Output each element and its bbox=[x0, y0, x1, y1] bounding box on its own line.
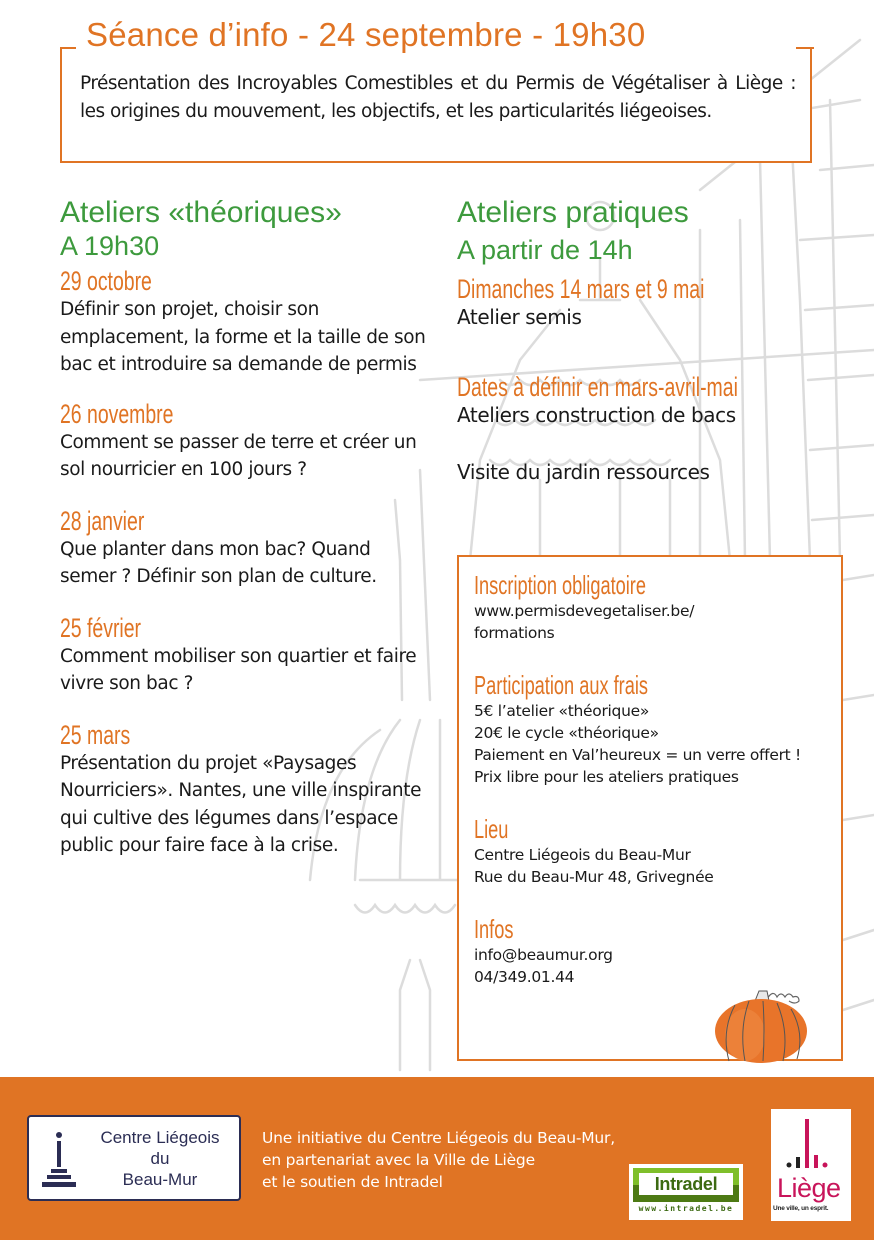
frame-divider bbox=[796, 47, 814, 49]
session-date: Dimanches 14 mars et 9 mai bbox=[457, 274, 705, 304]
intradel-url: www.intradel.be bbox=[638, 1204, 734, 1213]
theory-session bbox=[60, 613, 432, 698]
place-address bbox=[474, 844, 834, 888]
registration-heading: Inscription obligatoire bbox=[474, 570, 646, 600]
practical-session bbox=[457, 372, 857, 430]
beau-mur-logo-text bbox=[89, 1127, 231, 1190]
session-description: Ateliers construction de bacs bbox=[457, 402, 736, 427]
logo-line: Beau-Mur bbox=[122, 1170, 198, 1189]
credits-line: Une initiative du Centre Liégeois du Beau-Mur, bbox=[262, 1129, 615, 1147]
theory-title: Ateliers «théoriques» bbox=[60, 196, 342, 229]
page-title: Séance d’info - 24 septembre - 19h30 bbox=[80, 16, 651, 54]
theory-workshops-section bbox=[60, 196, 432, 860]
theory-session bbox=[60, 720, 432, 860]
session-date: 29 octobre bbox=[60, 266, 152, 296]
session-description: Comment mobiliser son quartier et faire vivre son bac ? bbox=[60, 645, 417, 694]
theory-session bbox=[60, 266, 432, 379]
credits-line: en partenariat avec la Ville de Liège bbox=[262, 1151, 535, 1169]
session-date: Dates à définir en mars-avril-mai bbox=[457, 371, 738, 402]
session-description: Présentation du projet «Paysages Nourriciers». Nantes, une ville inspirante qui cultive des légumes dans l’espace public pour faire face à la crise. bbox=[60, 752, 422, 856]
registration-link[interactable] bbox=[474, 600, 834, 644]
pumpkin-illustration bbox=[705, 985, 815, 1063]
intradel-name: Intradel bbox=[639, 1173, 733, 1195]
info-box-content bbox=[474, 570, 834, 1008]
contact-details bbox=[474, 944, 834, 988]
session-date: 25 mars bbox=[60, 719, 131, 750]
theory-session bbox=[60, 506, 432, 591]
theory-session bbox=[60, 399, 432, 484]
session-description: Que planter dans mon bac? Quand semer ? Définir son plan de culture. bbox=[60, 538, 377, 587]
practical-workshops-section bbox=[457, 196, 857, 487]
liege-bars-icon bbox=[785, 1117, 835, 1171]
liege-logo bbox=[771, 1109, 851, 1221]
contact-email[interactable]: info@beaumur.org bbox=[474, 946, 613, 964]
session-description: Définir son projet, choisir son emplacement, la forme et la taille de son bac et introduire sa demande de permis bbox=[60, 299, 426, 375]
logo-line: du bbox=[150, 1149, 170, 1168]
registration-url-line[interactable]: formations bbox=[474, 624, 555, 642]
session-description: Atelier semis bbox=[457, 305, 582, 329]
logo-line: Centre Liégeois bbox=[100, 1128, 220, 1147]
intradel-logo bbox=[629, 1164, 743, 1220]
fee-line: Prix libre pour les ateliers pratiques bbox=[474, 768, 739, 786]
practical-title: Ateliers pratiques bbox=[457, 196, 689, 229]
practical-extra: Visite du jardin ressources bbox=[457, 460, 710, 484]
theory-subtitle: A 19h30 bbox=[60, 231, 160, 261]
registration-block bbox=[474, 570, 834, 644]
address-line: Centre Liégeois du Beau-Mur bbox=[474, 846, 691, 864]
address-line: Rue du Beau-Mur 48, Grivegnée bbox=[474, 868, 714, 886]
fees-block bbox=[474, 670, 834, 788]
fee-line: 20€ le cycle «théorique» bbox=[474, 724, 659, 742]
registration-url-line[interactable]: www.permisdevegetaliser.be/ bbox=[474, 602, 695, 620]
beau-mur-logo bbox=[27, 1115, 241, 1201]
fee-line: Paiement en Val’heureux = un verre offert ! bbox=[474, 746, 801, 764]
contact-heading: Infos bbox=[474, 914, 514, 944]
liege-tagline: Une ville, un esprit. bbox=[773, 1205, 829, 1212]
practical-session bbox=[457, 274, 857, 332]
fee-line: 5€ l’atelier «théorique» bbox=[474, 702, 650, 720]
frame-divider bbox=[60, 47, 76, 49]
session-date: 25 février bbox=[60, 612, 142, 643]
liege-name: Liège bbox=[777, 1173, 841, 1203]
practical-subtitle: A partir de 14h bbox=[457, 235, 633, 265]
contact-phone[interactable]: 04/349.01.44 bbox=[474, 968, 575, 986]
fees-heading: Participation aux frais bbox=[474, 670, 648, 700]
session-date: 28 janvier bbox=[60, 505, 145, 536]
tower-icon bbox=[39, 1129, 79, 1189]
place-block bbox=[474, 814, 834, 888]
session-description: Comment se passer de terre et créer un sol nourricier en 100 jours ? bbox=[60, 431, 417, 480]
session-date: 26 novembre bbox=[60, 398, 174, 429]
contact-block bbox=[474, 914, 834, 988]
place-heading: Lieu bbox=[474, 814, 509, 844]
fees-list bbox=[474, 700, 834, 788]
intro-text: Présentation des Incroyables Comestibles et du Permis de Végétaliser à Liège : les origines du mouvement, les objectifs, et les particularités liégeoises. bbox=[80, 73, 796, 122]
credits-line: et le soutien de Intradel bbox=[262, 1173, 443, 1191]
